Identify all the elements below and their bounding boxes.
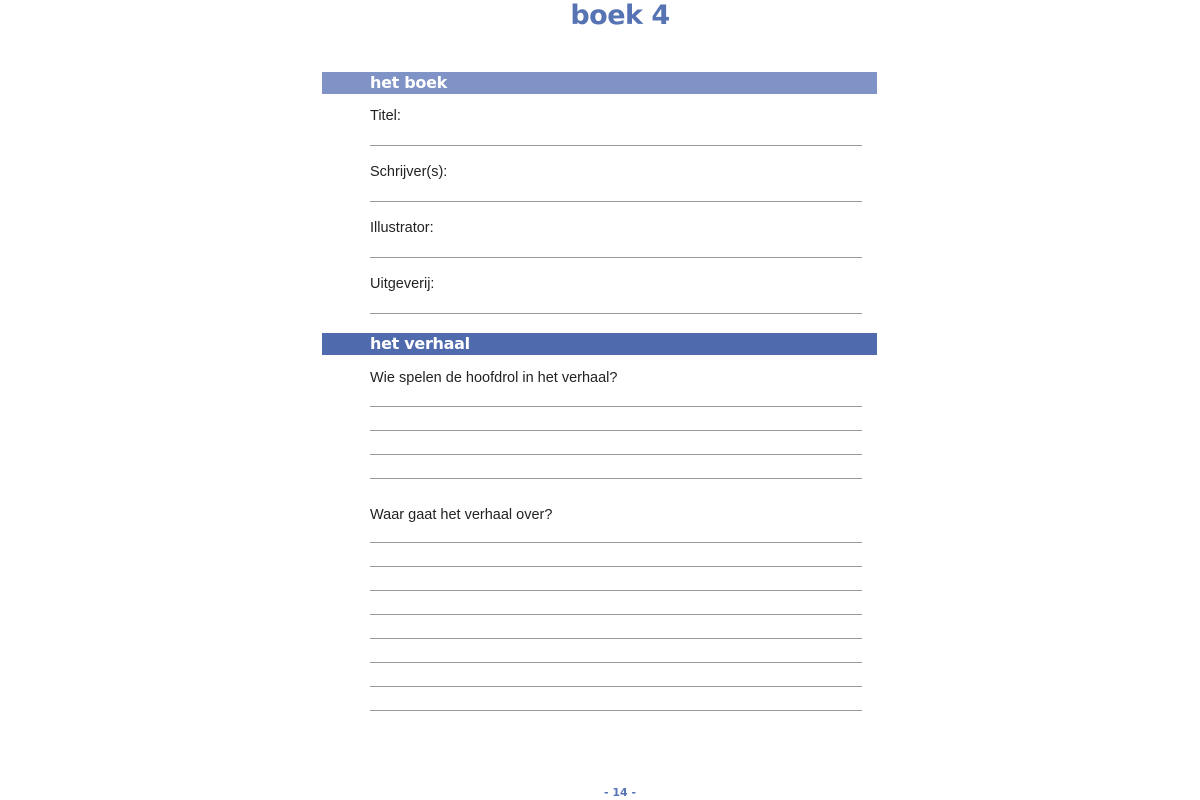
answer-line-main-characters[interactable] bbox=[370, 454, 862, 455]
field-label-publisher: Uitgeverij: bbox=[370, 276, 435, 292]
field-label-title: Titel: bbox=[370, 108, 401, 124]
field-label-illustrator: Illustrator: bbox=[370, 220, 434, 236]
question-main-characters: Wie spelen de hoofdrol in het verhaal? bbox=[370, 370, 618, 386]
answer-line-story-summary[interactable] bbox=[370, 590, 862, 591]
answer-line-story-summary[interactable] bbox=[370, 686, 862, 687]
answer-line-story-summary[interactable] bbox=[370, 542, 862, 543]
page-title: boek 4 bbox=[570, 0, 670, 31]
answer-line-story-summary[interactable] bbox=[370, 662, 862, 663]
answer-line-story-summary[interactable] bbox=[370, 566, 862, 567]
answer-line-illustrator[interactable] bbox=[370, 257, 862, 258]
answer-line-publisher[interactable] bbox=[370, 313, 862, 314]
answer-line-title[interactable] bbox=[370, 145, 862, 146]
answer-line-main-characters[interactable] bbox=[370, 478, 862, 479]
answer-line-story-summary[interactable] bbox=[370, 710, 862, 711]
page-number: - 14 - bbox=[603, 786, 637, 799]
field-label-authors: Schrijver(s): bbox=[370, 164, 448, 180]
section-heading-story: het verhaal bbox=[322, 333, 877, 355]
question-story-summary: Waar gaat het verhaal over? bbox=[370, 507, 553, 523]
answer-line-story-summary[interactable] bbox=[370, 614, 862, 615]
answer-line-main-characters[interactable] bbox=[370, 430, 862, 431]
section-heading-book: het boek bbox=[322, 72, 877, 94]
answer-line-story-summary[interactable] bbox=[370, 638, 862, 639]
answer-line-main-characters[interactable] bbox=[370, 406, 862, 407]
answer-line-authors[interactable] bbox=[370, 201, 862, 202]
